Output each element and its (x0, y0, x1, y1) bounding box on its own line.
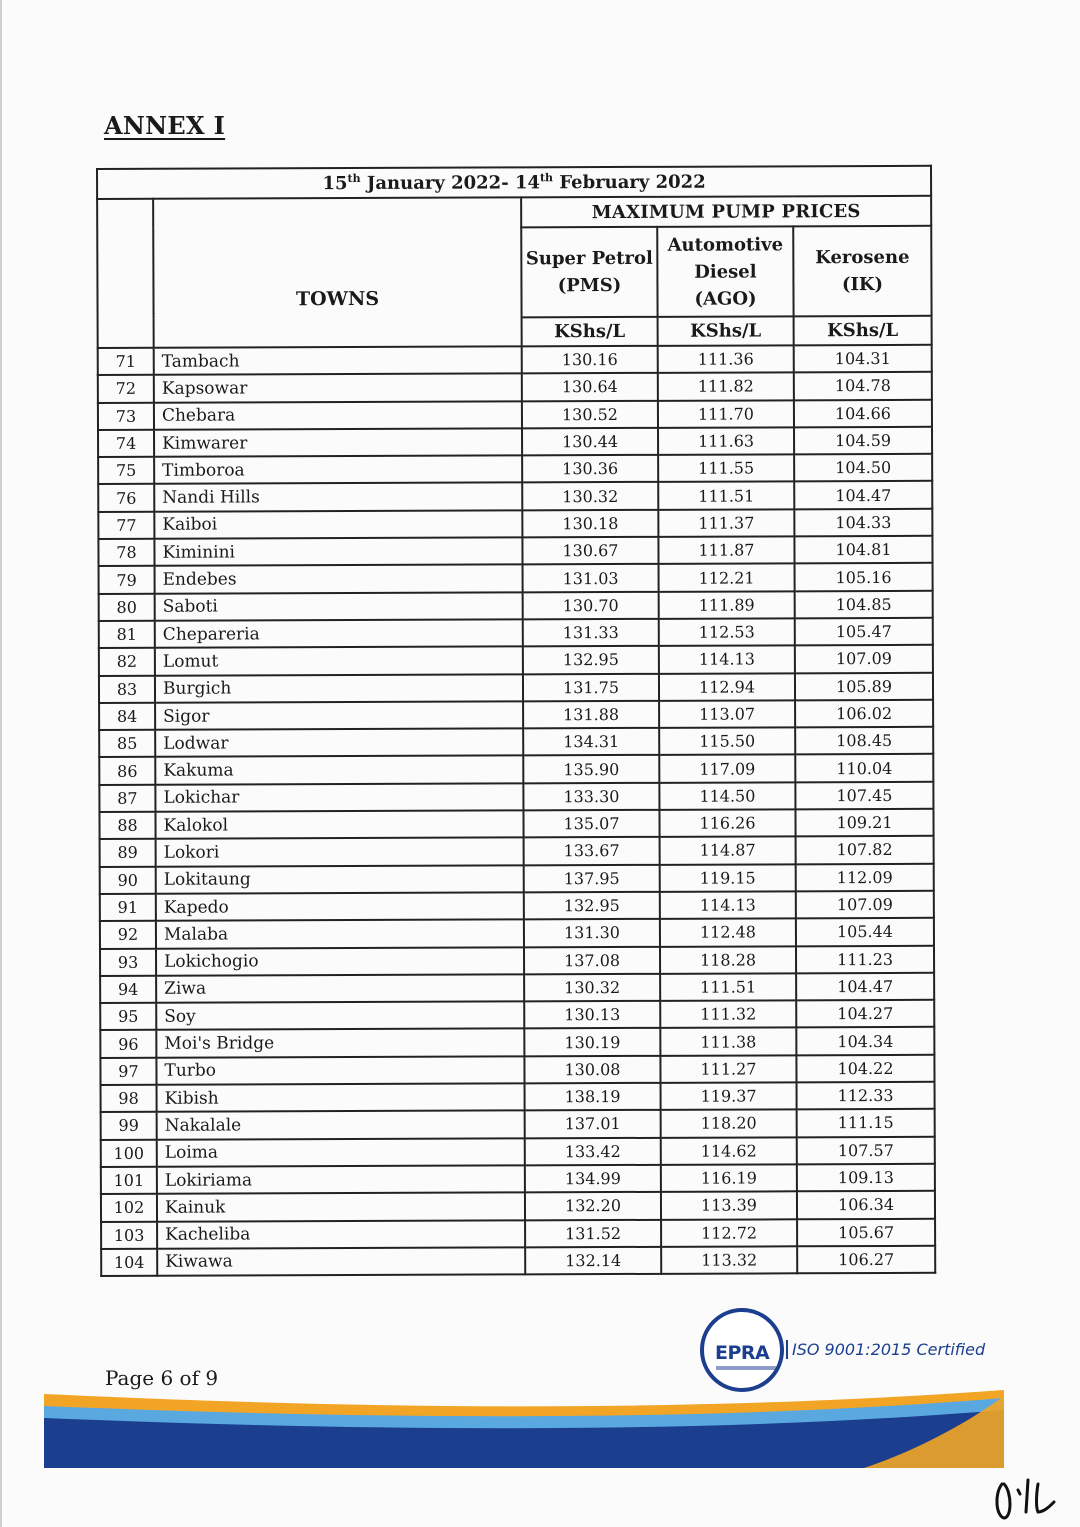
row-number: 101 (101, 1167, 157, 1195)
row-number: 98 (101, 1085, 157, 1113)
row-number: 84 (99, 703, 155, 731)
row-number: 97 (100, 1057, 156, 1085)
ik-price: 110.04 (795, 754, 933, 782)
town-name: Kacheliba (157, 1220, 525, 1249)
ago-unit: KShs/L (658, 316, 794, 346)
ik-price: 105.89 (795, 672, 933, 700)
annex-title: ANNEX I (104, 111, 226, 140)
logo-tagline-mark (716, 1366, 776, 1370)
ik-price: 104.33 (794, 509, 932, 537)
town-name: Kakuma (155, 756, 523, 785)
epra-logo (700, 1308, 1000, 1398)
table-row (98, 399, 932, 429)
pms-price: 130.32 (524, 974, 660, 1002)
row-number: 83 (99, 675, 155, 703)
row-number: 71 (98, 348, 154, 376)
table-row (101, 1218, 935, 1248)
pms-price: 130.36 (522, 455, 658, 483)
row-number: 95 (100, 1003, 156, 1031)
row-number: 102 (101, 1194, 157, 1222)
town-name: Soy (156, 1001, 524, 1030)
table-row (100, 1027, 934, 1057)
pms-price: 130.70 (523, 592, 659, 620)
period-day1: 15 (322, 173, 348, 195)
town-name: Kainuk (157, 1193, 525, 1222)
row-number: 81 (99, 621, 155, 649)
ago-price: 112.53 (659, 618, 795, 646)
table-row (100, 1000, 934, 1030)
table-row (99, 645, 933, 675)
pms-price: 132.95 (523, 646, 659, 674)
row-number: 73 (98, 402, 154, 430)
ago-header-line1: Automotive (667, 233, 784, 256)
town-name: Endebes (155, 565, 523, 594)
town-name: Tambach (154, 346, 522, 375)
row-number: 96 (100, 1030, 156, 1058)
footer-banner (44, 1388, 1004, 1468)
ik-price: 104.22 (796, 1055, 934, 1083)
pms-price: 130.08 (524, 1056, 660, 1084)
pms-price: 131.30 (524, 919, 660, 947)
price-rows (98, 345, 936, 1276)
pms-price: 130.44 (522, 428, 658, 456)
row-number: 92 (100, 921, 156, 949)
period-sup2: th (539, 171, 554, 185)
ago-price: 111.51 (658, 482, 794, 510)
town-name: Lokori (156, 838, 524, 867)
row-number: 91 (100, 894, 156, 922)
ago-price: 111.37 (658, 509, 794, 537)
ago-price: 111.55 (658, 455, 794, 483)
ik-price: 106.34 (797, 1191, 935, 1219)
row-number: 88 (99, 812, 155, 840)
pms-price: 130.19 (524, 1028, 660, 1056)
row-number: 85 (99, 730, 155, 758)
row-number: 82 (99, 648, 155, 676)
town-name: Lokitaung (156, 865, 524, 894)
table-row (99, 782, 933, 812)
table-row (100, 891, 934, 921)
ago-price: 119.15 (660, 864, 796, 892)
row-number: 94 (100, 976, 156, 1004)
table-row (99, 563, 933, 593)
pms-price: 133.30 (523, 783, 659, 811)
table-row (98, 509, 932, 539)
ago-price: 114.13 (660, 891, 796, 919)
period-sup1: th (347, 171, 361, 186)
ago-price: 113.32 (661, 1246, 797, 1274)
row-number: 93 (100, 948, 156, 976)
ago-price: 111.63 (658, 427, 794, 455)
ago-price: 117.09 (659, 755, 795, 783)
pms-price: 131.52 (525, 1219, 661, 1247)
table-row (101, 1246, 935, 1276)
price-table (96, 165, 936, 1277)
ago-price: 112.48 (660, 919, 796, 947)
table-row (99, 754, 933, 784)
pms-price: 130.32 (522, 482, 658, 510)
ik-price: 104.66 (794, 399, 932, 427)
town-name: Chepareria (155, 619, 523, 648)
pms-price: 133.42 (525, 1137, 661, 1165)
ik-price: 104.81 (794, 536, 932, 564)
page-number: Page 6 of 9 (105, 1366, 219, 1390)
initials-signature (992, 1472, 1062, 1522)
ik-price: 107.09 (795, 645, 933, 673)
ago-price: 111.87 (658, 536, 794, 564)
pms-header (521, 227, 657, 318)
ago-price: 116.19 (661, 1164, 797, 1192)
table-row (98, 454, 932, 484)
town-name: Lokichogio (156, 947, 524, 976)
ago-price: 111.51 (660, 973, 796, 1001)
towns-header: TOWNS (153, 197, 522, 347)
table-row (101, 1109, 935, 1139)
pms-price: 132.14 (525, 1247, 661, 1275)
ik-price: 112.33 (797, 1082, 935, 1110)
ago-price: 111.27 (660, 1055, 796, 1083)
ik-price: 105.16 (795, 563, 933, 591)
ik-price: 105.47 (795, 618, 933, 646)
table-row (101, 1191, 935, 1221)
ik-price: 112.09 (796, 863, 934, 891)
pms-price: 137.01 (525, 1110, 661, 1138)
town-name: Kibish (157, 1083, 525, 1112)
pms-price: 130.67 (522, 537, 658, 565)
row-number: 75 (98, 457, 154, 485)
ik-price: 105.67 (797, 1218, 935, 1246)
ik-price: 106.27 (797, 1246, 935, 1274)
ago-price: 119.37 (661, 1082, 797, 1110)
ago-price: 118.28 (660, 946, 796, 974)
pms-price: 138.19 (525, 1083, 661, 1111)
ik-price: 111.15 (797, 1109, 935, 1137)
row-number: 99 (101, 1112, 157, 1140)
ago-price: 114.87 (660, 837, 796, 865)
ik-price: 104.27 (796, 1000, 934, 1028)
pms-header-line1: Super Petrol (525, 247, 653, 270)
table-row (100, 973, 934, 1003)
ago-price: 113.39 (661, 1192, 797, 1220)
ago-price: 114.62 (661, 1137, 797, 1165)
row-number: 104 (101, 1249, 157, 1277)
pms-price: 135.07 (523, 810, 659, 838)
row-number: 103 (101, 1221, 157, 1249)
town-name: Sigor (155, 701, 523, 730)
page-edge (0, 0, 2, 1527)
pms-price: 131.75 (523, 673, 659, 701)
table-row (100, 836, 934, 866)
ik-price: 107.57 (797, 1136, 935, 1164)
ik-price: 104.78 (794, 372, 932, 400)
town-name: Burgich (155, 674, 523, 703)
ago-price: 112.94 (659, 673, 795, 701)
pms-price: 134.31 (523, 728, 659, 756)
pms-price: 130.13 (524, 1001, 660, 1029)
number-column-header (97, 199, 154, 348)
pms-price: 130.64 (522, 373, 658, 401)
town-name: Lodwar (155, 729, 523, 758)
ago-price: 114.13 (659, 646, 795, 674)
ago-price: 111.70 (658, 400, 794, 428)
row-number: 72 (98, 375, 154, 403)
table-row (100, 945, 934, 975)
pms-price: 137.95 (524, 864, 660, 892)
table-row (98, 372, 932, 402)
pms-price: 131.33 (523, 619, 659, 647)
ik-header (793, 226, 931, 317)
table-row (99, 672, 933, 702)
ik-price: 109.21 (795, 809, 933, 837)
town-name: Kalokol (155, 810, 523, 839)
table-row (101, 1164, 935, 1194)
town-name: Kaiboi (154, 510, 522, 539)
ik-price: 104.59 (794, 427, 932, 455)
pms-price: 132.20 (525, 1192, 661, 1220)
pms-price: 130.16 (522, 346, 658, 374)
town-name: Lokiriama (157, 1165, 525, 1194)
ik-price: 104.31 (794, 345, 932, 373)
ik-header-line1: Kerosene (815, 246, 910, 269)
ik-price: 105.44 (796, 918, 934, 946)
pms-unit: KShs/L (522, 317, 658, 347)
max-pump-prices-header: MAXIMUM PUMP PRICES (521, 196, 931, 228)
period-header (97, 166, 931, 199)
town-name: Nakalale (157, 1111, 525, 1140)
ago-price: 118.20 (661, 1110, 797, 1138)
ago-price: 113.07 (659, 700, 795, 728)
ago-price: 116.26 (659, 809, 795, 837)
ago-price: 111.36 (658, 345, 794, 373)
ik-price: 106.02 (795, 700, 933, 728)
ago-header-line2: Diesel (694, 260, 757, 283)
table-row (100, 918, 934, 948)
town-name: Turbo (156, 1056, 524, 1085)
ago-price: 111.82 (658, 373, 794, 401)
ik-price: 104.47 (796, 973, 934, 1001)
ago-header-line3: (AGO) (694, 287, 757, 310)
table-row (98, 345, 932, 375)
town-name: Chebara (154, 401, 522, 430)
ik-price: 104.85 (795, 590, 933, 618)
table-row (99, 618, 933, 648)
ago-price: 115.50 (659, 727, 795, 755)
pms-header-line2: (PMS) (557, 274, 622, 297)
pms-price: 131.88 (523, 701, 659, 729)
row-number: 87 (99, 785, 155, 813)
row-number: 90 (100, 866, 156, 894)
pms-price: 130.18 (522, 510, 658, 538)
ago-header (657, 226, 793, 317)
town-name: Loima (157, 1138, 525, 1167)
pms-price: 130.52 (522, 400, 658, 428)
town-name: Kapedo (156, 892, 524, 921)
ik-price: 108.45 (795, 727, 933, 755)
pms-price: 133.67 (524, 837, 660, 865)
table-row (98, 536, 932, 566)
ago-price: 111.38 (660, 1028, 796, 1056)
table-row (99, 809, 933, 839)
ik-price: 109.13 (797, 1164, 935, 1192)
iso-certification: ISO 9001:2015 Certified (786, 1340, 985, 1359)
pms-price: 134.99 (525, 1165, 661, 1193)
row-number: 86 (99, 757, 155, 785)
pms-price: 137.08 (524, 946, 660, 974)
logo-text: EPRA (715, 1342, 770, 1364)
town-name: Saboti (155, 592, 523, 621)
table-row (98, 427, 932, 457)
row-number: 78 (98, 539, 154, 567)
table-row (99, 590, 933, 620)
table-row (99, 727, 933, 757)
town-name: Kapsowar (154, 374, 522, 403)
ik-header-line2: (IK) (841, 273, 884, 296)
row-number: 80 (99, 593, 155, 621)
town-name: Lomut (155, 647, 523, 676)
ago-price: 111.89 (659, 591, 795, 619)
period-end: February 2022 (553, 171, 706, 194)
town-name: Moi's Bridge (156, 1029, 524, 1058)
ik-unit: KShs/L (794, 316, 932, 346)
ik-price: 107.82 (796, 836, 934, 864)
row-number: 76 (98, 484, 154, 512)
town-name: Lokichar (155, 783, 523, 812)
town-name: Kimwarer (154, 428, 522, 457)
town-name: Nandi Hills (154, 483, 522, 512)
ik-price: 111.23 (796, 945, 934, 973)
row-number: 79 (99, 566, 155, 594)
period-mid: January 2022- 14 (360, 172, 541, 194)
ago-price: 111.32 (660, 1000, 796, 1028)
ik-price: 104.47 (794, 481, 932, 509)
ago-price: 114.50 (659, 782, 795, 810)
row-number: 74 (98, 430, 154, 458)
ik-price: 104.34 (796, 1027, 934, 1055)
table-row (100, 1055, 934, 1085)
table-row (98, 481, 932, 511)
table-row (101, 1082, 935, 1112)
table-row (101, 1136, 935, 1166)
ik-price: 107.45 (795, 782, 933, 810)
ago-price: 112.21 (659, 564, 795, 592)
pms-price: 132.95 (524, 892, 660, 920)
pms-price: 131.03 (523, 564, 659, 592)
town-name: Malaba (156, 920, 524, 949)
ik-price: 107.09 (796, 891, 934, 919)
table-row (100, 863, 934, 893)
row-number: 100 (101, 1139, 157, 1167)
pms-price: 135.90 (523, 755, 659, 783)
row-number: 77 (98, 512, 154, 540)
town-name: Timboroa (154, 456, 522, 485)
ik-price: 104.50 (794, 454, 932, 482)
table-row (99, 700, 933, 730)
town-name: Kiminini (154, 537, 522, 566)
ago-price: 112.72 (661, 1219, 797, 1247)
town-name: Kiwawa (157, 1247, 525, 1276)
logo-circle (700, 1308, 784, 1392)
row-number: 89 (100, 839, 156, 867)
town-name: Ziwa (156, 974, 524, 1003)
